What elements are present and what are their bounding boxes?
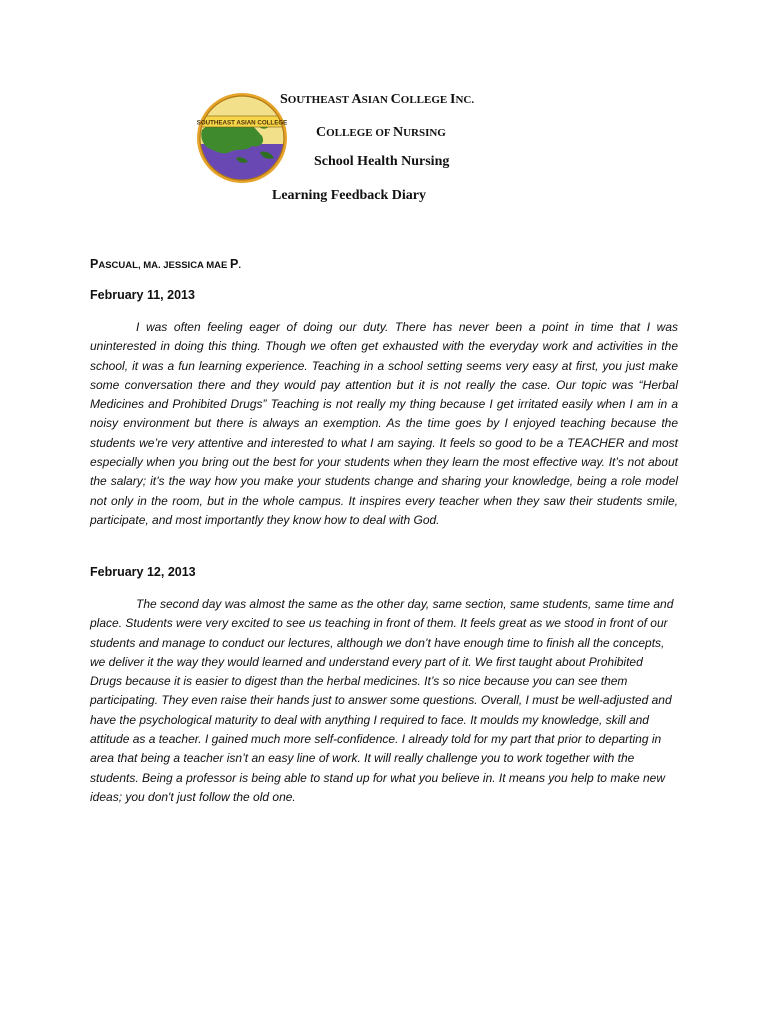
college-logo [196, 90, 288, 186]
subject-title: School Health Nursing [314, 154, 450, 169]
author-name: PASCUAL, MA. JESSICA MAE P. [90, 257, 241, 271]
document-title: Learning Feedback Diary [272, 188, 426, 203]
logo-text: SOUTHEAST ASIAN COLLEGE [196, 119, 288, 127]
entry-text: I was often feeling eager of doing our duty. There has never been a point in time that I was uninterested in doing this thing. Though we often get exhausted with the everyday work and activities in the school, it was a fun learning experience. Teaching in a school setting seems very easy at first, you just make some conversation there and they would pay attention but it is not really the case. Our topic was “Herbal Medicines and Prohibited Drugs” Teaching is not really my thing because I get irritated easily when I am in a noisy environment but there is always an exemption. As the time goes by I enjoyed teaching because the students we’re very attentive and interested to what I am saying. It feels so good to be a TEACHER and most especially when you bring out the best for your students when they learn the most effective way. It’s not about the salary; it’s the way how you make your students change and sharing your knowledge, being a role model not only in the room, but in the whole campus. It inspires every teacher when they saw their students smile, participate, and most importantly they know how to deal with God. [90, 320, 678, 527]
entry-date: February 11, 2013 [90, 288, 195, 302]
entry-date: February 12, 2013 [90, 565, 196, 579]
entry-text: The second day was almost the same as the other day, same section, same students, same time and place. Students were very excited to see us teaching in front of them. It feels great as we stood in front of our students and manage to conduct our lectures, although we don’t have enough time to finish all the concepts, we deliver it the way they would learned and understand every part of it. We first taught about Prohibited Drugs because it is easier to digest than the herbal medicines. It’s so nice because you can see them participating. They even raise their hands just to answer some questions. Overall, I must be well-adjusted and have the psychological maturity to deal with anything I required to face. It moulds my knowledge, skill and attitude as a teacher. I gained much more self-confidence. I already told for my part that prior to departing in area that being a teacher isn’t an easy line of work. It will really challenge you to work together with the students. Being a professor is being able to stand up for what you believe in. It means you help to make new ideas; you don't just follow the old one. [90, 597, 674, 804]
department-name: COLLEGE OF NURSING [316, 125, 446, 140]
college-name: SOUTHEAST ASIAN COLLEGE INC. [280, 92, 475, 107]
